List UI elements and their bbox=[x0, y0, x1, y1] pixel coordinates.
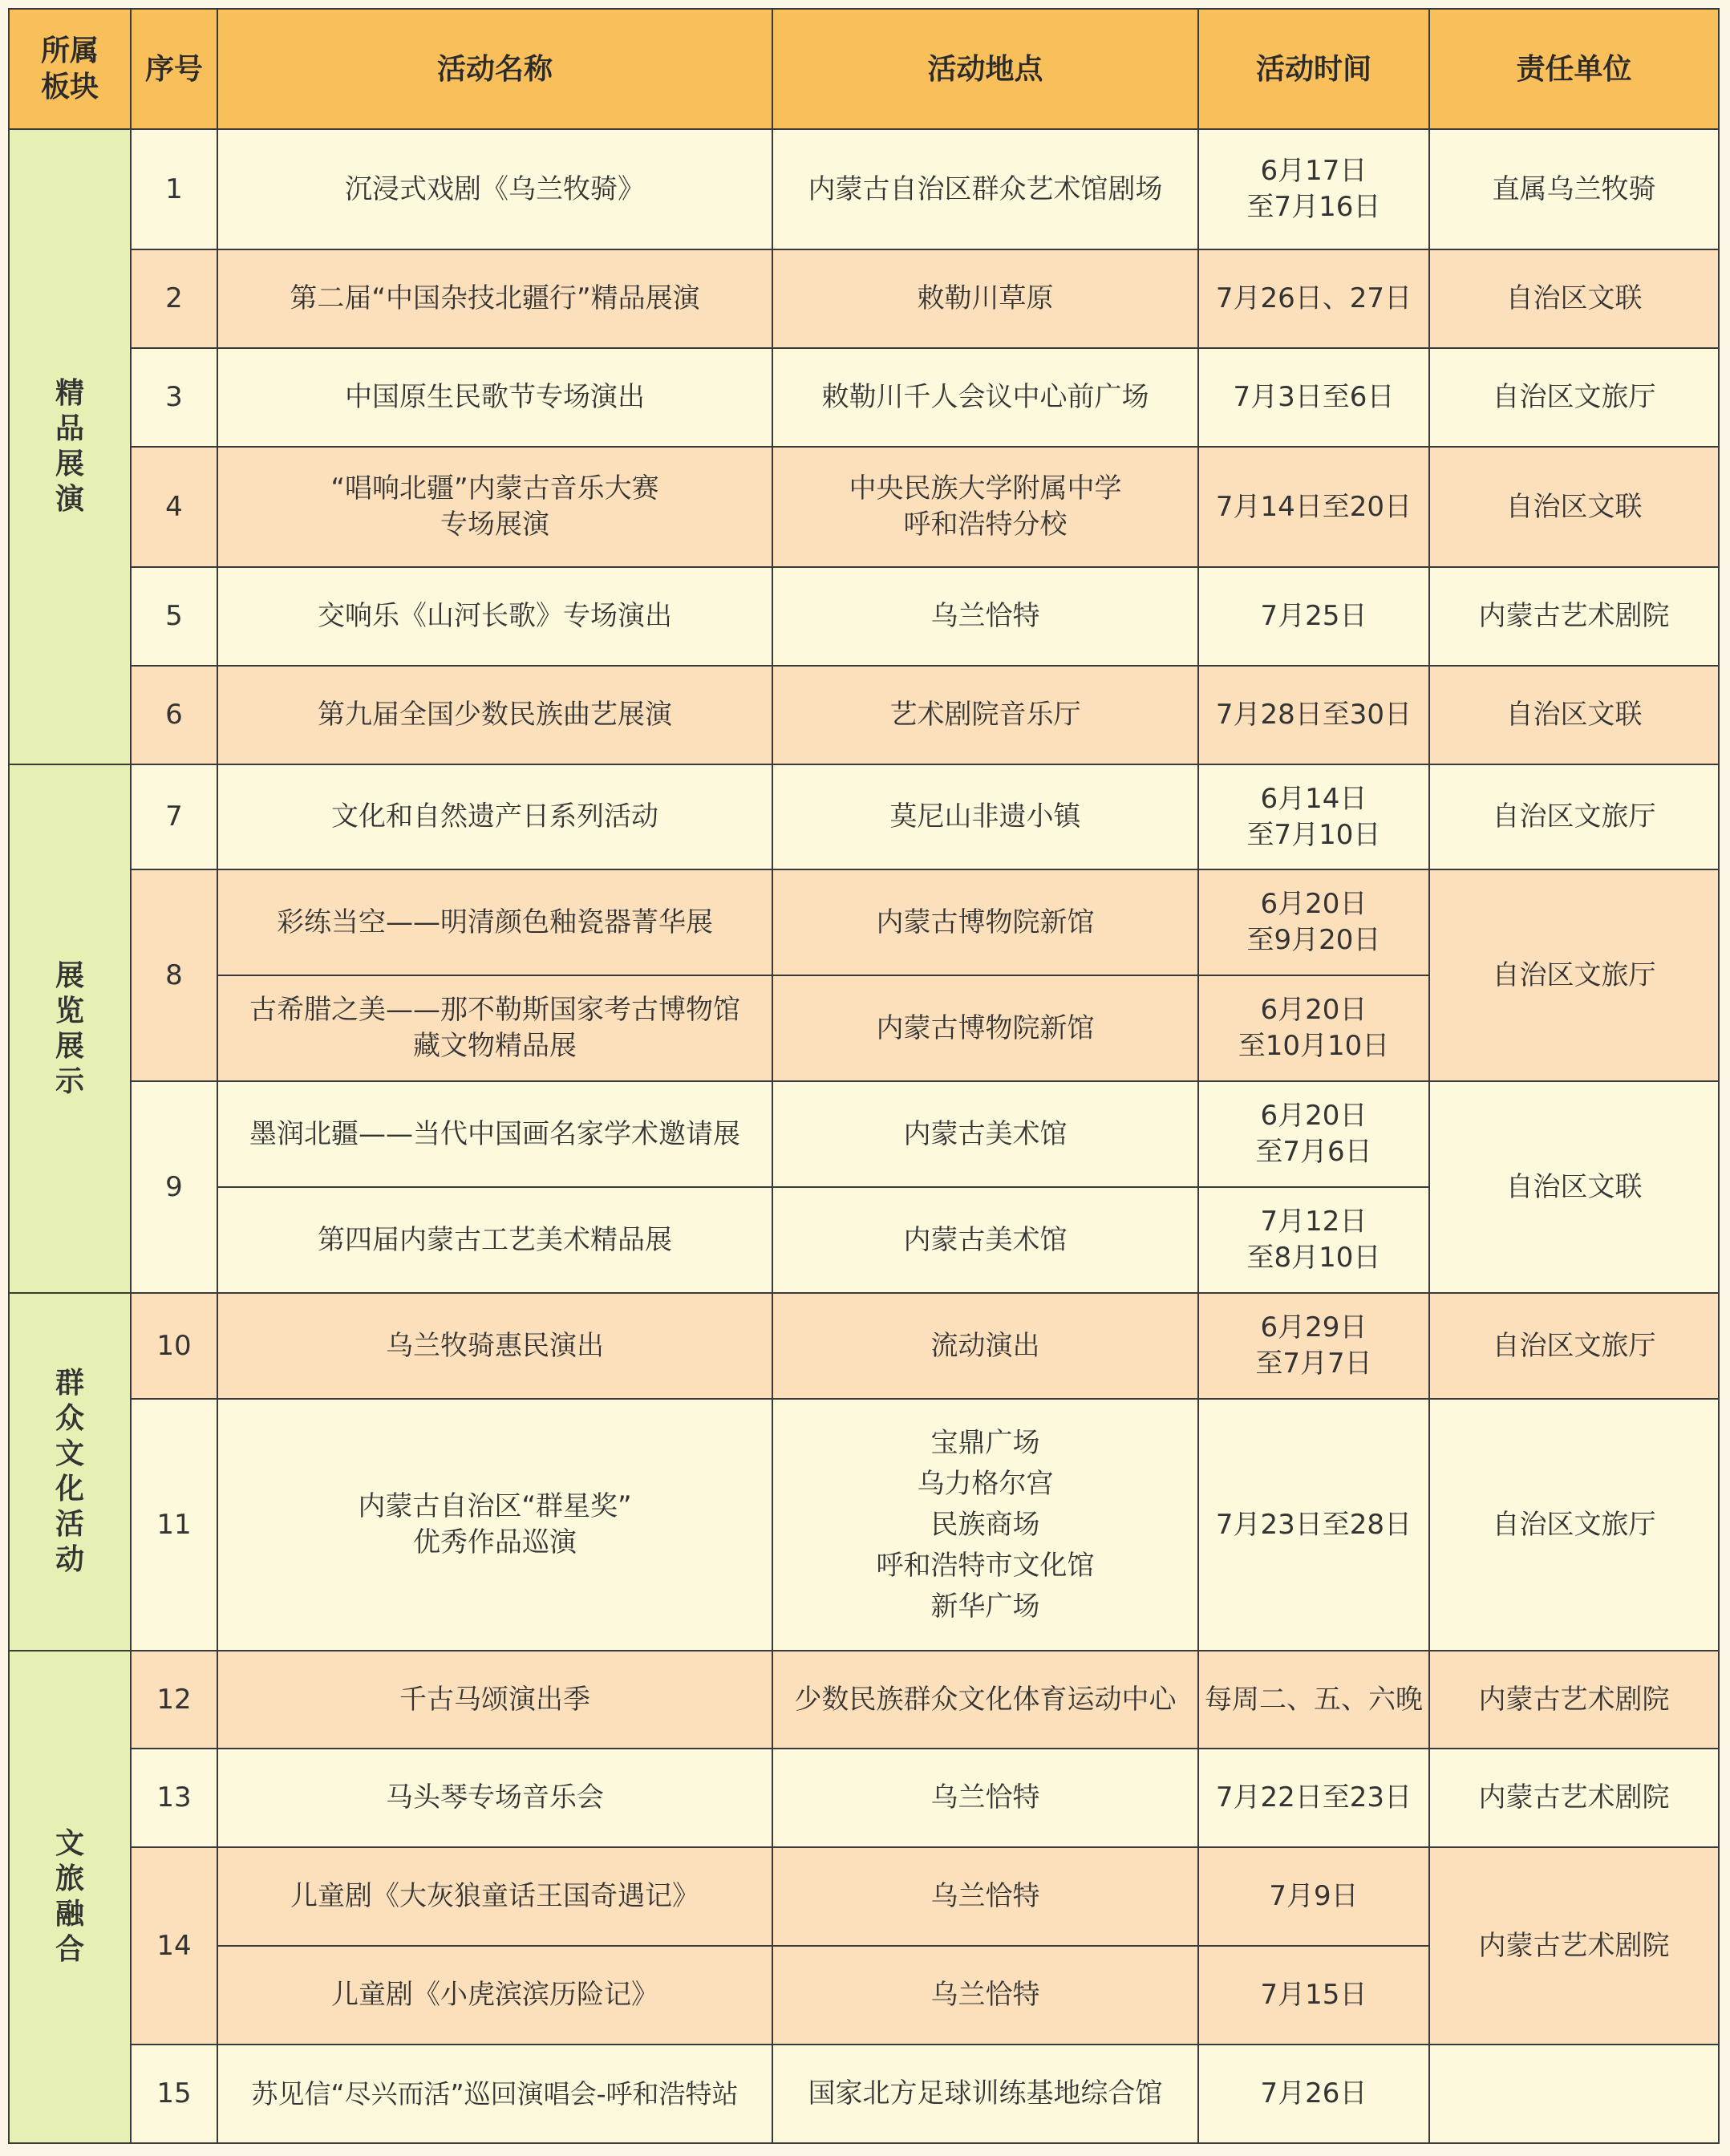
activity-table bbox=[8, 8, 1720, 2144]
activity-time: 6月20日 至7月6日 bbox=[1198, 1081, 1429, 1187]
row-no: 7 bbox=[131, 764, 217, 869]
activity-place: 内蒙古自治区群众艺术馆剧场 bbox=[772, 129, 1198, 249]
table-row bbox=[9, 869, 1719, 975]
activity-place: 乌兰恰特 bbox=[772, 567, 1198, 666]
table-row bbox=[9, 2045, 1719, 2143]
activity-place: 莫尼山非遗小镇 bbox=[772, 764, 1198, 869]
table-row bbox=[9, 764, 1719, 869]
activity-time: 7月3日至6日 bbox=[1198, 348, 1429, 447]
activity-place: 乌兰恰特 bbox=[772, 1946, 1198, 2045]
table-row bbox=[9, 348, 1719, 447]
activity-name: 墨润北疆——当代中国画名家学术邀请展 bbox=[217, 1081, 772, 1187]
responsible-unit: 自治区文旅厅 bbox=[1429, 1399, 1719, 1651]
activity-name: 文化和自然遗产日系列活动 bbox=[217, 764, 772, 869]
responsible-unit: 自治区文旅厅 bbox=[1429, 1293, 1719, 1399]
activity-name: 马头琴专场音乐会 bbox=[217, 1749, 772, 1847]
activity-place: 内蒙古美术馆 bbox=[772, 1081, 1198, 1187]
row-no: 1 bbox=[131, 129, 217, 249]
activity-time: 7月26日 bbox=[1198, 2045, 1429, 2143]
responsible-unit: 内蒙古艺术剧院 bbox=[1429, 567, 1719, 666]
row-no: 6 bbox=[131, 666, 217, 764]
row-no: 2 bbox=[131, 249, 217, 348]
section-label: 文旅融合 bbox=[9, 1651, 131, 2143]
activity-name: 中国原生民歌节专场演出 bbox=[217, 348, 772, 447]
header-place: 活动地点 bbox=[772, 9, 1198, 129]
activity-place: 内蒙古美术馆 bbox=[772, 1187, 1198, 1293]
activity-time: 7月22日至23日 bbox=[1198, 1749, 1429, 1847]
section-label: 展览展示 bbox=[9, 764, 131, 1293]
responsible-unit: 内蒙古艺术剧院 bbox=[1429, 1847, 1719, 2045]
header-section: 所属 板块 bbox=[9, 9, 131, 129]
activity-place: 敕勒川千人会议中心前广场 bbox=[772, 348, 1198, 447]
activity-place: 中央民族大学附属中学 呼和浩特分校 bbox=[772, 447, 1198, 567]
row-no: 13 bbox=[131, 1749, 217, 1847]
header-time: 活动时间 bbox=[1198, 9, 1429, 129]
row-no: 9 bbox=[131, 1081, 217, 1293]
responsible-unit: 自治区文旅厅 bbox=[1429, 764, 1719, 869]
header-unit: 责任单位 bbox=[1429, 9, 1719, 129]
table-row bbox=[9, 567, 1719, 666]
activity-place: 流动演出 bbox=[772, 1293, 1198, 1399]
activity-place: 乌兰恰特 bbox=[772, 1749, 1198, 1847]
activity-name: 内蒙古自治区“群星奖” 优秀作品巡演 bbox=[217, 1399, 772, 1651]
table-header-row bbox=[9, 9, 1719, 129]
responsible-unit: 自治区文联 bbox=[1429, 447, 1719, 567]
row-no: 12 bbox=[131, 1651, 217, 1749]
activity-name: 沉浸式戏剧《乌兰牧骑》 bbox=[217, 129, 772, 249]
activity-time: 7月23日至28日 bbox=[1198, 1399, 1429, 1651]
activity-name: “唱响北疆”内蒙古音乐大赛 专场展演 bbox=[217, 447, 772, 567]
responsible-unit: 自治区文联 bbox=[1429, 249, 1719, 348]
activity-time: 6月20日 至9月20日 bbox=[1198, 869, 1429, 975]
activity-time: 7月9日 bbox=[1198, 1847, 1429, 1946]
table-row bbox=[9, 1651, 1719, 1749]
activity-time: 7月25日 bbox=[1198, 567, 1429, 666]
activity-name: 古希腊之美——那不勒斯国家考古博物馆 藏文物精品展 bbox=[217, 975, 772, 1081]
row-no: 10 bbox=[131, 1293, 217, 1399]
activity-time: 6月29日 至7月7日 bbox=[1198, 1293, 1429, 1399]
table-row bbox=[9, 249, 1719, 348]
activity-place: 敕勒川草原 bbox=[772, 249, 1198, 348]
header-name: 活动名称 bbox=[217, 9, 772, 129]
activity-place: 艺术剧院音乐厅 bbox=[772, 666, 1198, 764]
row-no: 3 bbox=[131, 348, 217, 447]
responsible-unit: 自治区文旅厅 bbox=[1429, 869, 1719, 1081]
table-row bbox=[9, 1399, 1719, 1651]
header-no: 序号 bbox=[131, 9, 217, 129]
activity-time: 6月14日 至7月10日 bbox=[1198, 764, 1429, 869]
activity-name: 第九届全国少数民族曲艺展演 bbox=[217, 666, 772, 764]
activity-name: 乌兰牧骑惠民演出 bbox=[217, 1293, 772, 1399]
table-row bbox=[9, 1749, 1719, 1847]
activity-time: 7月28日至30日 bbox=[1198, 666, 1429, 764]
activity-place: 内蒙古博物院新馆 bbox=[772, 975, 1198, 1081]
table-row bbox=[9, 1293, 1719, 1399]
activity-place: 国家北方足球训练基地综合馆 bbox=[772, 2045, 1198, 2143]
responsible-unit: 自治区文联 bbox=[1429, 666, 1719, 764]
row-no: 11 bbox=[131, 1399, 217, 1651]
activity-name: 千古马颂演出季 bbox=[217, 1651, 772, 1749]
activity-place: 乌兰恰特 bbox=[772, 1847, 1198, 1946]
responsible-unit bbox=[1429, 2045, 1719, 2143]
table-row bbox=[9, 129, 1719, 249]
row-no: 14 bbox=[131, 1847, 217, 2045]
activity-time: 7月14日至20日 bbox=[1198, 447, 1429, 567]
activity-time: 7月12日 至8月10日 bbox=[1198, 1187, 1429, 1293]
row-no: 15 bbox=[131, 2045, 217, 2143]
table-row bbox=[9, 447, 1719, 567]
activity-name: 彩练当空——明清颜色釉瓷器菁华展 bbox=[217, 869, 772, 975]
section-label: 精品展演 bbox=[9, 129, 131, 764]
activity-time: 6月17日 至7月16日 bbox=[1198, 129, 1429, 249]
activity-name: 苏见信“尽兴而活”巡回演唱会-呼和浩特站 bbox=[217, 2045, 772, 2143]
activity-name: 交响乐《山河长歌》专场演出 bbox=[217, 567, 772, 666]
activity-name: 第二届“中国杂技北疆行”精品展演 bbox=[217, 249, 772, 348]
section-label: 群众文化活动 bbox=[9, 1293, 131, 1651]
responsible-unit: 内蒙古艺术剧院 bbox=[1429, 1651, 1719, 1749]
table-row bbox=[9, 1081, 1719, 1187]
responsible-unit: 内蒙古艺术剧院 bbox=[1429, 1749, 1719, 1847]
row-no: 4 bbox=[131, 447, 217, 567]
activity-time: 7月15日 bbox=[1198, 1946, 1429, 2045]
activity-name: 儿童剧《小虎滨滨历险记》 bbox=[217, 1946, 772, 2045]
row-no: 8 bbox=[131, 869, 217, 1081]
activity-name: 儿童剧《大灰狼童话王国奇遇记》 bbox=[217, 1847, 772, 1946]
activity-name: 第四届内蒙古工艺美术精品展 bbox=[217, 1187, 772, 1293]
responsible-unit: 自治区文旅厅 bbox=[1429, 348, 1719, 447]
responsible-unit: 直属乌兰牧骑 bbox=[1429, 129, 1719, 249]
activity-place: 内蒙古博物院新馆 bbox=[772, 869, 1198, 975]
activity-time: 每周二、五、六晚 bbox=[1198, 1651, 1429, 1749]
activity-place: 少数民族群众文化体育运动中心 bbox=[772, 1651, 1198, 1749]
table-row bbox=[9, 1847, 1719, 1946]
table-row bbox=[9, 666, 1719, 764]
activity-place: 宝鼎广场 乌力格尔宫 民族商场 呼和浩特市文化馆 新华广场 bbox=[772, 1399, 1198, 1651]
row-no: 5 bbox=[131, 567, 217, 666]
activity-time: 6月20日 至10月10日 bbox=[1198, 975, 1429, 1081]
activity-time: 7月26日、27日 bbox=[1198, 249, 1429, 348]
responsible-unit: 自治区文联 bbox=[1429, 1081, 1719, 1293]
